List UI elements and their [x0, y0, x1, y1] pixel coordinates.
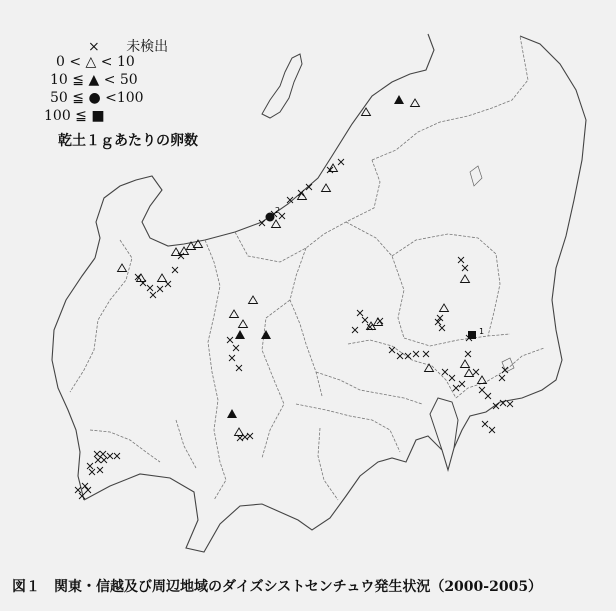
legend-symbol-cross: ×: [88, 39, 100, 55]
marker-filled-square: [468, 331, 476, 339]
legend-row-circle: [50, 90, 144, 106]
marker-open-triangle: [461, 360, 470, 368]
marker-open-triangle: [440, 304, 449, 312]
marker-not-detected: [178, 253, 184, 259]
marker-not-detected: [107, 453, 113, 459]
figure-caption: 図１ 関東・信越及び周辺地域のダイズシストセンチュウ発生状況（2000-2005）: [12, 579, 543, 595]
marker-not-detected: [247, 433, 253, 439]
marker-open-triangle: [230, 310, 239, 318]
marker-open-triangle: [272, 220, 281, 228]
legend-title: 乾土１ｇあたりの卵数: [58, 133, 198, 149]
marker-filled-circle: [266, 213, 275, 222]
marker-not-detected: [489, 427, 495, 433]
marker-filled-triangle: [235, 330, 245, 339]
marker-not-detected: [442, 369, 448, 375]
marker-not-detected: [453, 385, 459, 391]
marker-open-triangle: [158, 274, 167, 282]
legend-row-square: [44, 108, 105, 124]
marker-not-detected: [362, 317, 368, 323]
pacific-coast: [84, 36, 586, 552]
marker-not-detected: [473, 369, 479, 375]
marker-not-detected: [327, 167, 333, 173]
marker-not-detected: [172, 267, 178, 273]
marker-not-detected: [236, 365, 242, 371]
west-coast: [52, 258, 95, 500]
marker-not-detected: [465, 351, 471, 357]
legend-symbol-filled-square: ■: [91, 108, 105, 124]
marker-not-detected: [94, 451, 100, 457]
marker-not-detected: [502, 367, 508, 373]
marker-not-detected: [499, 375, 505, 381]
legend-row-none: [88, 36, 168, 56]
marker-not-detected: [459, 381, 465, 387]
marker-not-detected: [449, 375, 455, 381]
marker-not-detected: [150, 292, 156, 298]
marker-not-detected: [423, 351, 429, 357]
marker-not-detected: [485, 393, 491, 399]
marker-not-detected: [338, 159, 344, 165]
point-label-square: 1: [479, 327, 485, 336]
marker-not-detected: [147, 285, 153, 291]
marker-not-detected: [479, 387, 485, 393]
marker-not-detected: [357, 310, 363, 316]
marker-not-detected: [507, 401, 513, 407]
marker-filled-triangle: [261, 330, 271, 339]
marker-not-detected: [352, 327, 358, 333]
marker-not-detected: [87, 463, 93, 469]
marker-not-detected: [227, 337, 233, 343]
marker-not-detected: [462, 265, 468, 271]
marker-not-detected: [405, 353, 411, 359]
marker-not-detected: [89, 469, 95, 475]
sado-island: [262, 54, 302, 118]
marker-not-detected: [75, 487, 81, 493]
marker-layer: [75, 95, 513, 499]
marker-not-detected: [95, 457, 101, 463]
point-label-circle: 2: [275, 206, 281, 215]
legend-rhs: < 10: [100, 54, 135, 70]
lake: [470, 166, 482, 186]
legend-rhs: <100: [105, 90, 144, 106]
legend-lhs: 0 <: [56, 54, 82, 70]
legend-row-triangle-open: [56, 54, 135, 70]
marker-not-detected: [389, 347, 395, 353]
marker-not-detected: [233, 345, 239, 351]
legend-lhs: 100 ≦: [44, 108, 87, 124]
marker-not-detected: [458, 257, 464, 263]
marker-not-detected: [82, 483, 88, 489]
marker-open-triangle: [118, 264, 127, 272]
marker-open-triangle: [411, 99, 420, 107]
marker-open-triangle: [239, 320, 248, 328]
marker-not-detected: [85, 487, 91, 493]
marker-filled-triangle: [394, 95, 404, 104]
marker-not-detected: [157, 286, 163, 292]
marker-not-detected: [114, 453, 120, 459]
marker-open-triangle: [322, 184, 331, 192]
marker-open-triangle: [249, 296, 258, 304]
legend-symbol-open-triangle: △: [85, 54, 97, 70]
marker-not-detected: [101, 457, 107, 463]
marker-not-detected: [229, 355, 235, 361]
legend-symbol-filled-circle: ●: [88, 90, 101, 106]
legend-lhs: 50 ≦: [50, 90, 84, 106]
legend-lhs: 10 ≦: [50, 72, 84, 88]
legend-rhs: < 50: [103, 72, 138, 88]
legend-row-triangle-filled: [50, 72, 138, 88]
marker-filled-triangle: [227, 409, 237, 418]
marker-not-detected: [100, 451, 106, 457]
marker-not-detected: [97, 467, 103, 473]
legend-label-none: 未検出: [126, 39, 169, 55]
marker-not-detected: [439, 325, 445, 331]
marker-open-triangle: [461, 275, 470, 283]
legend-symbol-filled-triangle: ▲: [88, 72, 100, 88]
marker-not-detected: [397, 353, 403, 359]
marker-not-detected: [482, 421, 488, 427]
marker-open-triangle: [465, 369, 474, 377]
marker-not-detected: [413, 351, 419, 357]
